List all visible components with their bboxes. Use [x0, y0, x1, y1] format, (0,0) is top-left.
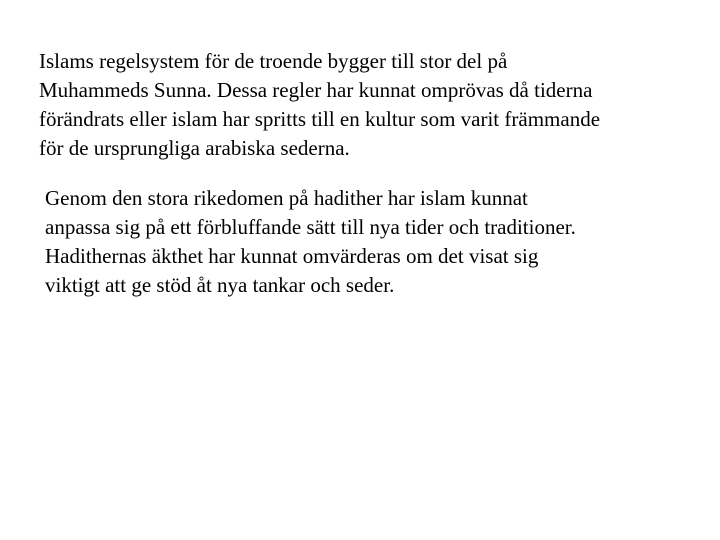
paragraph-sunna — [39, 47, 600, 163]
text-line: Genom den stora rikedomen på hadither har islam kunnat — [45, 186, 528, 210]
text-line: för de ursprungliga arabiska sederna. — [39, 136, 350, 160]
text-line: Muhammeds Sunna. Dessa regler har kunnat omprövas då tiderna — [39, 78, 593, 102]
text-line: viktigt att ge stöd åt nya tankar och seder. — [45, 273, 395, 297]
text-line: Islams regelsystem för de troende bygger till stor del på — [39, 49, 508, 73]
text-line: förändrats eller islam har spritts till en kultur som varit främmande — [39, 107, 601, 131]
text-line: anpassa sig på ett förbluffande sätt till nya tider och traditioner. — [45, 215, 576, 239]
text-line: Hadithernas äkthet har kunnat omvärderas om det visat sig — [45, 244, 539, 268]
paragraph-hadither — [45, 184, 576, 300]
